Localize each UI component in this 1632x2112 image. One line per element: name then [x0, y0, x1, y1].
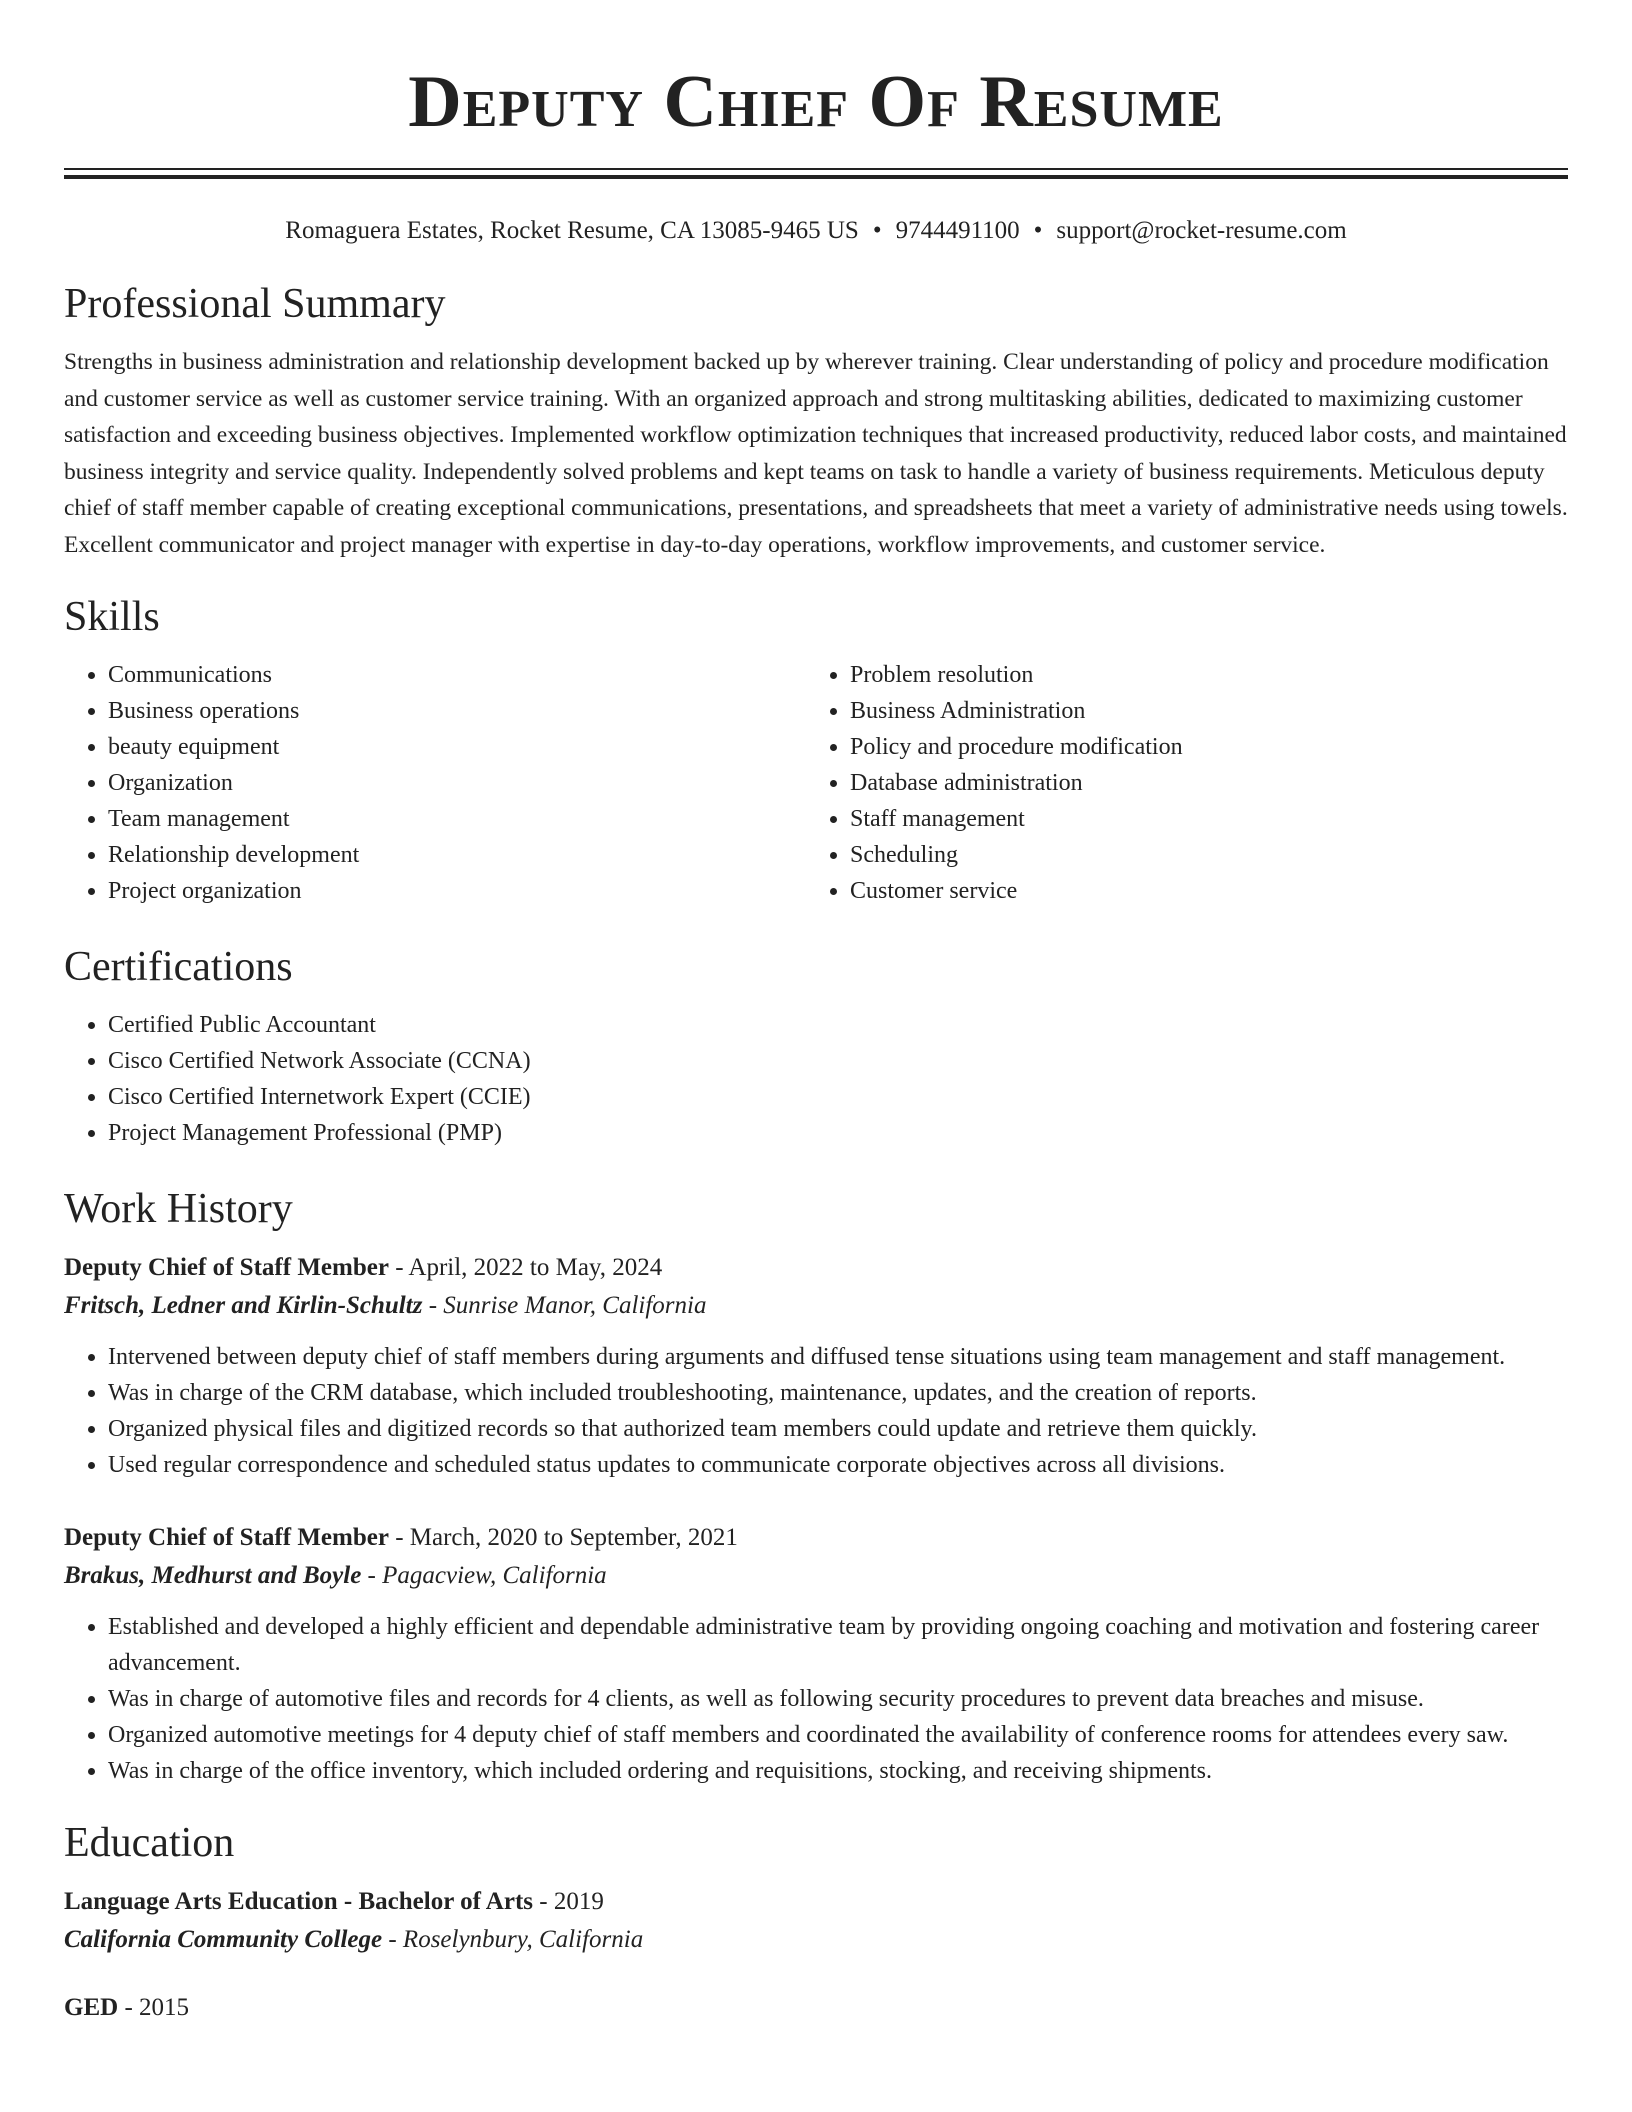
skill-item: • Scheduling	[850, 837, 1548, 873]
skill-item: • Customer service	[850, 873, 1548, 909]
skills-column-right	[806, 657, 1548, 909]
skill-item: • Team management	[108, 801, 806, 837]
certification-item: • Cisco Certified Network Associate (CCNA)	[108, 1043, 1568, 1079]
job-bullet: • Intervened between deputy chief of staff members during arguments and diffused tense situations using team management and staff management.	[108, 1339, 1568, 1375]
job-company-line	[64, 1557, 1568, 1595]
job-location: - Pagacview, California	[361, 1562, 607, 1589]
contact-separator: •	[1033, 217, 1043, 244]
skill-item: • Staff management	[850, 801, 1548, 837]
education-year: - 2019	[533, 1888, 604, 1915]
job-bullet: • Was in charge of the office inventory, which included ordering and requisitions, stocking, and receiving shipments.	[108, 1753, 1568, 1789]
job-company: Fritsch, Ledner and Kirlin-Schultz	[64, 1292, 423, 1319]
skill-item: • Relationship development	[108, 837, 806, 873]
job-title: Deputy Chief of Staff Member	[64, 1254, 389, 1281]
education-year: - 2015	[118, 1994, 190, 2021]
education-degree: GED	[64, 1994, 119, 2021]
job-dates: - April, 2022 to May, 2024	[388, 1254, 663, 1281]
education-degree-line	[64, 1989, 1568, 2027]
contact-phone: 9744491100	[895, 217, 1020, 244]
job-entry	[64, 1519, 1568, 1789]
job-bullets	[64, 1339, 1568, 1483]
skills-heading: Skills	[64, 594, 160, 640]
job-bullet: • Was in charge of the CRM database, which included troubleshooting, maintenance, updates, and the creation of reports.	[108, 1375, 1568, 1411]
certifications-list	[64, 1007, 1568, 1151]
skills-column-left	[64, 657, 806, 909]
job-title-line	[64, 1249, 1568, 1287]
skill-item: • Communications	[108, 657, 806, 693]
resume-title: Deputy Chief Of Resume	[408, 61, 1224, 143]
skill-item: • Database administration	[850, 765, 1548, 801]
skill-item: • Organization	[108, 765, 806, 801]
education-entry	[64, 1883, 1568, 1959]
job-bullet: • Organized physical files and digitized records so that authorized team members could update and retrieve them quickly.	[108, 1411, 1568, 1447]
skill-item: • beauty equipment	[108, 729, 806, 765]
contact-line	[64, 216, 1568, 246]
job-title: Deputy Chief of Staff Member	[64, 1524, 389, 1551]
education-location: - Roselynbury, California	[382, 1926, 644, 1953]
job-company-line	[64, 1287, 1568, 1325]
education-degree: Language Arts Education - Bachelor of Arts	[64, 1888, 533, 1915]
skill-item: • Policy and procedure modification	[850, 729, 1548, 765]
certification-item: • Cisco Certified Internetwork Expert (CCIE)	[108, 1079, 1568, 1115]
skill-item: • Business Administration	[850, 693, 1548, 729]
job-title-line	[64, 1519, 1568, 1557]
job-location: - Sunrise Manor, California	[422, 1292, 707, 1319]
job-bullet: • Established and developed a highly efficient and dependable administrative team by providing ongoing coaching and motivation and fostering career advancement.	[108, 1609, 1568, 1681]
job-bullet: • Organized automotive meetings for 4 deputy chief of staff members and coordinated the availability of conference rooms for attendees every saw.	[108, 1717, 1568, 1753]
job-company: Brakus, Medhurst and Boyle	[64, 1562, 362, 1589]
contact-separator: •	[872, 217, 882, 244]
title-divider	[64, 168, 1568, 179]
education-school-line	[64, 1921, 1568, 1959]
education-degree-line	[64, 1883, 1568, 1921]
skills-list	[64, 657, 1568, 909]
job-entry	[64, 1249, 1568, 1483]
education-entry	[64, 1989, 1568, 2027]
certification-item: • Project Management Professional (PMP)	[108, 1115, 1568, 1151]
certification-item: • Certified Public Accountant	[108, 1007, 1568, 1043]
contact-email: support@rocket-resume.com	[1056, 217, 1347, 244]
job-bullet: • Was in charge of automotive files and records for 4 clients, as well as following security procedures to prevent data breaches and misuse.	[108, 1681, 1568, 1717]
skill-item: • Project organization	[108, 873, 806, 909]
skill-item: • Problem resolution	[850, 657, 1548, 693]
skill-item: • Business operations	[108, 693, 806, 729]
summary-heading: Professional Summary	[64, 281, 446, 327]
education-school: California Community College	[64, 1926, 383, 1953]
job-bullet: • Used regular correspondence and scheduled status updates to communicate corporate objectives across all divisions.	[108, 1447, 1568, 1483]
summary-text: Strengths in business administration and relationship development backed up by wherever training. Clear understanding of policy and procedure modification and customer service as well as customer service training. With an organized approach and strong multitasking abilities, dedicated to maximizing customer satisfaction and exceeding business objectives. Implemented workflow optimization techniques that increased productivity, reduced labor costs, and maintained business integrity and service quality. Independently solved problems and kept teams on task to handle a variety of business requirements. Meticulous deputy chief of staff member capable of creating exceptional communications, presentations, and spreadsheets that meet a variety of administrative needs using towels. Excellent communicator and project manager with expertise in day-to-day operations, workflow improvements, and customer service.	[64, 349, 1568, 558]
work-history-heading: Work History	[64, 1186, 293, 1232]
job-bullets	[64, 1609, 1568, 1789]
contact-address: Romaguera Estates, Rocket Resume, CA 13085-9465 US	[285, 217, 859, 244]
job-dates: - March, 2020 to September, 2021	[388, 1524, 738, 1551]
certifications-heading: Certifications	[64, 944, 293, 990]
education-heading: Education	[64, 1820, 235, 1866]
